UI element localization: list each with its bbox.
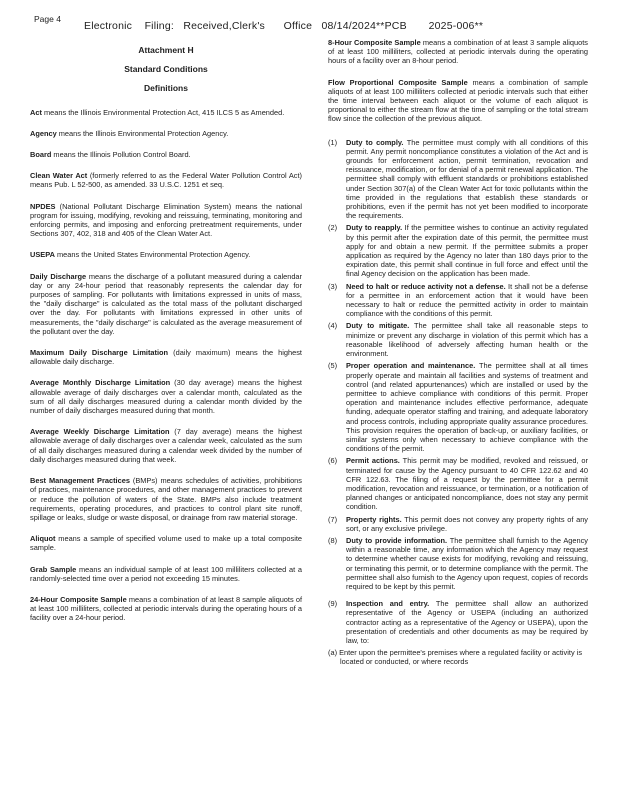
conditions-list <box>328 138 588 646</box>
definition-paragraph <box>328 78 588 124</box>
definition-paragraph <box>30 427 302 464</box>
condition-number: (8) <box>328 535 338 545</box>
standard-conditions-title: Standard Conditions <box>124 64 208 75</box>
condition-number: (9) <box>328 599 338 609</box>
definition-text: means a combination of sample aliquots of at least 100 milliliters collected at periodic intervals such that either the time interval between each aliquot or the volume of each aliquot is proportional to either the stream flow at the time of sampling or the total stream flow since the collection of the previous aliquot. <box>328 77 589 124</box>
definition-text: means the discharge of a pollutant measured during a calendar day or any 24-hour period that reasonably represents the calendar day for purposes of sampling. For pollutants with limitations expressed in units of mass, the "daily discharge" is calculated as the total mass of the pollutant discharged over the day. For pollutants with limitations expressed in other units of measurements, the "daily discharge" is calculated as the average measurement of the pollutant over the day. <box>30 271 302 336</box>
definition-text: means the United States Environmental Protection Agency. <box>54 250 251 260</box>
condition-item <box>328 361 588 453</box>
definition-term: Average Weekly Discharge Limitation <box>30 427 170 437</box>
condition-text: If the permittee wishes to continue an activity regulated by this permit after the expiration date of this permit, the permittee must apply for and obtain a new permit. If the permittee submits a proper application as required by the Agency no later than 180 days prior to the expiration date, this permit shall continue in full force and effect until the final Agency decision on the application has been made. <box>346 223 588 279</box>
definition-term: Maximum Daily Discharge Limitation <box>30 348 169 358</box>
condition-text: It shall not be a defense for a permittee in an enforcement action that it would have been necessary to halt or reduce the permitted activity in order to maintain compliance with the conditions of this permit. <box>346 281 588 319</box>
definition-paragraph <box>30 534 302 552</box>
condition-title: Property rights. <box>346 514 402 524</box>
condition-item <box>328 321 588 358</box>
definition-paragraph <box>30 150 302 159</box>
condition-number: (4) <box>328 321 338 331</box>
condition-number: (7) <box>328 514 338 524</box>
definition-text: means the Illinois Environmental Protection Act, 415 ILCS 5 as Amended. <box>41 107 285 117</box>
condition-text: This permit does not convey any property rights of any sort, or any exclusive privilege. <box>346 514 589 533</box>
definition-paragraph <box>30 129 302 138</box>
definition-term: Flow Proportional Composite Sample <box>328 77 468 87</box>
condition-text: The permittee shall allow an authorized representative of the Agency or USEPA (including an authorized contractor acting as a representative of the Agency or USEPA), upon the presentation of credentials and other documents as may be required by law, to: <box>346 599 589 645</box>
page-number: Page 4 <box>34 14 61 24</box>
definition-paragraph <box>30 108 302 117</box>
condition-number: (1) <box>328 137 338 147</box>
definition-text: means a combination of at least 3 sample aliquots of at least 100 milliliters, collected at periodic intervals during the operating hours of a facility over an 8-hour period. <box>328 38 588 66</box>
condition-title: Duty to provide information. <box>346 535 448 545</box>
left-column <box>30 40 302 635</box>
definition-paragraph <box>30 476 302 522</box>
definition-term: 8-Hour Composite Sample <box>328 38 421 47</box>
condition-title: Need to halt or reduce activity not a defense. <box>346 281 506 291</box>
definition-term: Clean Water Act <box>30 171 88 181</box>
condition-title: Permit actions. <box>346 456 400 466</box>
definition-term: USEPA <box>30 250 55 260</box>
definition-text: means an individual sample of at least 100 milliliters collected at a randomly-selected time over a period not exceeding 15 minutes. <box>30 564 302 583</box>
definitions-list-continued <box>328 38 588 124</box>
definitions-heading: Definitions <box>144 83 188 94</box>
condition-title: Duty to comply. <box>346 137 404 147</box>
condition-title: Duty to reapply. <box>346 223 403 233</box>
definition-term: Act <box>30 107 42 117</box>
condition-title: Duty to mitigate. <box>346 321 410 331</box>
definition-text: (formerly referred to as the Federal Water Pollution Control Act) means Pub. L 52-500, as amended. 33 U.S.C. 1251 et seq. <box>30 171 302 190</box>
condition-item <box>328 223 588 278</box>
condition-item <box>328 515 588 533</box>
definition-paragraph <box>30 272 302 336</box>
definition-paragraph <box>30 348 302 366</box>
condition-number: (3) <box>328 281 338 291</box>
condition-text: This permit may be modified, revoked and reissued, or terminated for cause by the Agency pursuant to 40 CFR 122.62 and 40 CFR 122.63. The filing of a request by the permittee for a permit modification, revocation and reissuance, or termination, or a notification of planned changes or anticipated noncompliance, does not stay any permit condition. <box>346 456 589 512</box>
condition-sub-item: (a) Enter upon the permittee's premises where a regulated facility or activity is located or conducted, or where records <box>328 648 583 667</box>
condition-text: The permittee must comply with all conditions of this permit. Any permit noncompliance constitutes a violation of the Act and is grounds for enforcement action, permit termination, revocation and reissuance, modification, or for denial of a permit renewal application. The permittee shall comply with effluent standards or prohibitions established under Section 307(a) of the Clean Water Act for toxic pollutants within the time provided in the regulations that establish these standards or prohibitions, even if the permit has not yet been modified to incorporate the requirements. <box>346 137 589 221</box>
condition-title: Inspection and entry. <box>346 599 430 609</box>
definition-text: means the Illinois Environmental Protection Agency. <box>56 128 229 138</box>
definition-text: means the Illinois Pollution Control Board. <box>51 150 191 160</box>
definition-paragraph <box>30 250 302 259</box>
definition-term: NPDES <box>30 201 56 211</box>
condition-title: Proper operation and maintenance. <box>346 361 476 371</box>
definition-paragraph <box>30 565 302 583</box>
definition-text: means a sample of specified volume used to make up a total composite sample. <box>30 534 302 553</box>
definition-text: (daily maximum) means the highest allowable daily discharge. <box>30 348 302 367</box>
condition-number: (2) <box>328 223 338 233</box>
attachment-title: Attachment H <box>138 45 194 55</box>
condition-number: (6) <box>328 456 338 466</box>
definition-term: 24-Hour Composite Sample <box>30 594 127 604</box>
definition-text: (30 day average) means the highest allowable average of daily discharges over a calendar month, calculated as the sum of all daily discharges measured during a calendar month divided by the number of daily discharges measured during that month. <box>30 378 302 416</box>
condition-item <box>328 282 588 319</box>
definition-term: Best Management Practices <box>30 476 130 486</box>
condition-text: The permittee shall take all reasonable steps to minimize or prevent any discharge in violation of this permit which has a reasonable likelihood of adversely affecting human health or the environment. <box>346 321 588 359</box>
condition-item <box>328 456 588 511</box>
definition-text: (BMPs) means schedules of activities, prohibitions of practices, maintenance procedures, and other management practices to prevent or reduce the pollution of waters of the State. BMPs also include treatment requirements, operating procedures, and practices to control plant site runoff, spillage or leaks, sludge or waste disposal, or drainage from raw material storage. <box>30 476 302 522</box>
definition-paragraph <box>328 38 588 66</box>
condition-text: The permittee shall furnish to the Agency within a reasonable time, any information which the Agency may request to determine whether cause exists for modifying, revoking and reissuing, or terminating this permit, or to determine compliance with the permit. The permittee shall also furnish to the Agency upon request, copies of records required to be kept by this permit. <box>346 535 588 591</box>
definition-text: (7 day average) means the highest allowable average of daily discharges over a calendar week, calculated as the sum of all daily discharges measured during a calendar week divided by the number of daily discharges measured during that week. <box>30 427 303 464</box>
definition-term: Aliquot <box>30 534 56 544</box>
definition-term: Agency <box>30 128 57 138</box>
condition-item <box>328 536 588 591</box>
filing-stamp: Electronic Filing: Received,Clerk's Office 08/14/2024**PCB 2025-006** <box>84 20 484 32</box>
definition-term: Average Monthly Discharge Limitation <box>30 378 171 388</box>
definition-paragraph <box>30 171 302 189</box>
condition-text: The permittee shall at all times properly operate and maintain all facilities and systems of treatment and control (and related appurtenances) which are installed or used by the permittee to achieve compliance with conditions of this permit. Proper operation and maintenance includes effective performance, adequate funding, adequate operator staffing and training, and adequate laboratory and process controls, including appropriate quality assurance procedures. This provision requires the operation of back-up, or auxiliary facilities, or similar systems only when necessary to achieve compliance with the conditions of the permit. <box>346 361 588 454</box>
definition-term: Daily Discharge <box>30 271 87 281</box>
definitions-list <box>30 108 302 623</box>
condition-number: (5) <box>328 361 338 371</box>
definition-text: (National Pollutant Discharge Elimination System) means the national program for issuing, modifying, revoking and reissuing, terminating, monitoring and enforcing permits, and imposing and enforcing pretreatment requirements, under Sections 307, 402, 318 and 405 of the Clean Water Act. <box>30 201 302 239</box>
definition-paragraph <box>30 202 302 239</box>
right-column <box>328 38 588 667</box>
definition-term: Board <box>30 150 52 160</box>
definition-paragraph <box>30 595 302 623</box>
definition-text: means a combination of at least 8 sample aliquots of at least 100 milliliters, collected at periodic intervals during the operating hours of a facility over a 24-hour period. <box>30 594 302 623</box>
definition-term: Grab Sample <box>30 564 77 574</box>
definition-paragraph <box>30 378 302 415</box>
condition-item <box>328 599 588 645</box>
condition-item <box>328 138 588 221</box>
